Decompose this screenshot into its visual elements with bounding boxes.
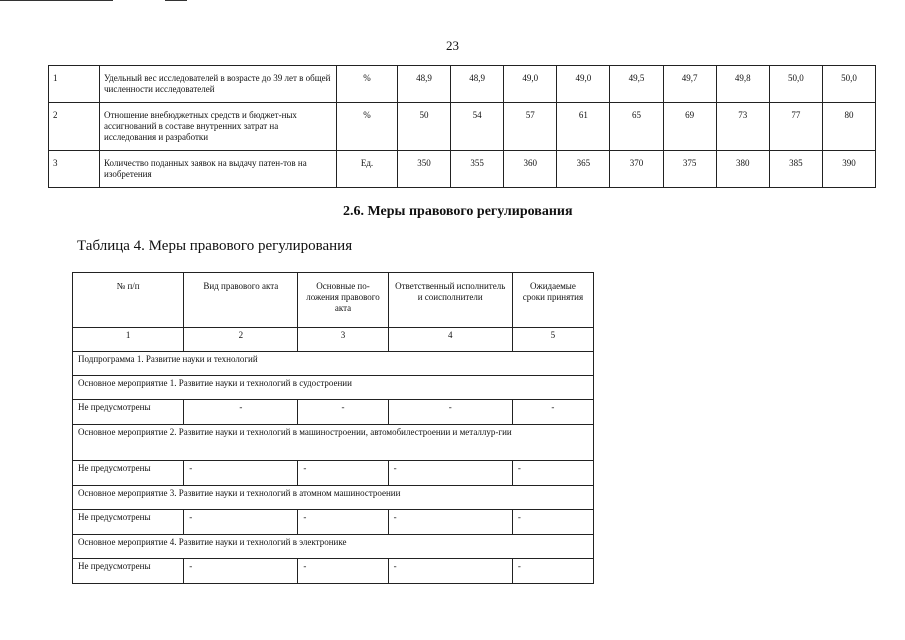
indicator-name: Удельный вес исследователей в возрасте до 39 лет в общей численности исследователей [100, 66, 337, 103]
row-number: 1 [49, 66, 100, 103]
activity-row [73, 535, 594, 559]
table-row [73, 559, 594, 584]
subprogram-row [73, 352, 594, 376]
table-row [73, 510, 594, 535]
indicator-value: 61 [557, 103, 610, 151]
indicator-value: 50,0 [822, 66, 875, 103]
table-cell: - [388, 400, 512, 425]
activity-row [73, 425, 594, 461]
row-number: 2 [49, 103, 100, 151]
table-cell: - [388, 510, 512, 535]
table-cell: - [512, 510, 593, 535]
indicator-value: 370 [610, 151, 663, 188]
indicator-value: 50,0 [769, 66, 822, 103]
indicator-value: 49,0 [504, 66, 557, 103]
activity-title: Основное мероприятие 1. Развитие науки и технологий в судостроении [73, 376, 594, 400]
table-cell: - [184, 400, 298, 425]
subprogram-title: Подпрограмма 1. Развитие науки и технологий [73, 352, 594, 376]
indicator-value: 390 [822, 151, 875, 188]
table-cell: - [184, 559, 298, 584]
legal-measures-table [72, 272, 594, 584]
column-header: Основные по-ложения правового акта [298, 273, 388, 328]
indicator-value: 80 [822, 103, 875, 151]
column-number: 5 [512, 328, 593, 352]
header-row [73, 273, 594, 328]
indicator-value: 49,8 [716, 66, 769, 103]
section-title: 2.6. Меры правового регулирования [343, 204, 573, 219]
table-row [49, 151, 876, 188]
indicator-value: 50 [398, 103, 451, 151]
indicator-value: 49,5 [610, 66, 663, 103]
table-cell: - [298, 461, 388, 486]
indicator-value: 48,9 [398, 66, 451, 103]
indicator-value: 65 [610, 103, 663, 151]
indicator-value: 48,9 [451, 66, 504, 103]
column-number-row [73, 328, 594, 352]
column-number: 1 [73, 328, 184, 352]
table-cell: - [184, 461, 298, 486]
table-row [49, 66, 876, 103]
indicator-value: 77 [769, 103, 822, 151]
top-rule-right [165, 0, 187, 1]
table-cell: - [298, 559, 388, 584]
table-caption: Таблица 4. Меры правового регулирования [77, 238, 353, 254]
activity-title: Основное мероприятие 2. Развитие науки и технологий в машиностроении, автомобилестроении и металлур-гии [73, 425, 594, 461]
indicator-unit: Ед. [337, 151, 398, 188]
table-cell: - [184, 510, 298, 535]
indicator-value: 57 [504, 103, 557, 151]
column-number: 4 [388, 328, 512, 352]
table-cell: Не предусмотрены [73, 400, 184, 425]
activity-row [73, 376, 594, 400]
indicator-value: 355 [451, 151, 504, 188]
indicator-value: 385 [769, 151, 822, 188]
table-cell: - [512, 559, 593, 584]
column-header: Ожидаемые сроки принятия [512, 273, 593, 328]
table-cell: - [512, 400, 593, 425]
indicator-value: 365 [557, 151, 610, 188]
table-cell: - [388, 559, 512, 584]
column-number: 2 [184, 328, 298, 352]
column-number: 3 [298, 328, 388, 352]
indicator-value: 49,7 [663, 66, 716, 103]
column-header: № п/п [73, 273, 184, 328]
table-cell: Не предусмотрены [73, 559, 184, 584]
activity-title: Основное мероприятие 4. Развитие науки и технологий в электронике [73, 535, 594, 559]
indicators-table [48, 65, 876, 188]
table-row [73, 400, 594, 425]
column-header: Ответственный исполнитель и соисполнители [388, 273, 512, 328]
table-row [49, 103, 876, 151]
table-cell: - [298, 400, 388, 425]
table-row [73, 461, 594, 486]
table-cell: Не предусмотрены [73, 510, 184, 535]
table-cell: - [298, 510, 388, 535]
indicator-value: 54 [451, 103, 504, 151]
table-cell: - [388, 461, 512, 486]
row-number: 3 [49, 151, 100, 188]
table-cell: Не предусмотрены [73, 461, 184, 486]
activity-title: Основное мероприятие 3. Развитие науки и технологий в атомном машиностроении [73, 486, 594, 510]
activity-row [73, 486, 594, 510]
table-cell: - [512, 461, 593, 486]
column-header: Вид правового акта [184, 273, 298, 328]
indicator-unit: % [337, 66, 398, 103]
indicator-value: 73 [716, 103, 769, 151]
indicator-value: 375 [663, 151, 716, 188]
indicator-value: 69 [663, 103, 716, 151]
indicator-unit: % [337, 103, 398, 151]
indicator-value: 350 [398, 151, 451, 188]
page-number: 23 [446, 38, 459, 53]
indicator-value: 49,0 [557, 66, 610, 103]
indicator-name: Количество поданных заявок на выдачу патен-тов на изобретения [100, 151, 337, 188]
indicator-value: 380 [716, 151, 769, 188]
indicator-value: 360 [504, 151, 557, 188]
indicator-name: Отношение внебюджетных средств и бюджет-ных ассигнований в составе внутренних затрат на исследования и разработки [100, 103, 337, 151]
top-rule-left [0, 0, 113, 1]
